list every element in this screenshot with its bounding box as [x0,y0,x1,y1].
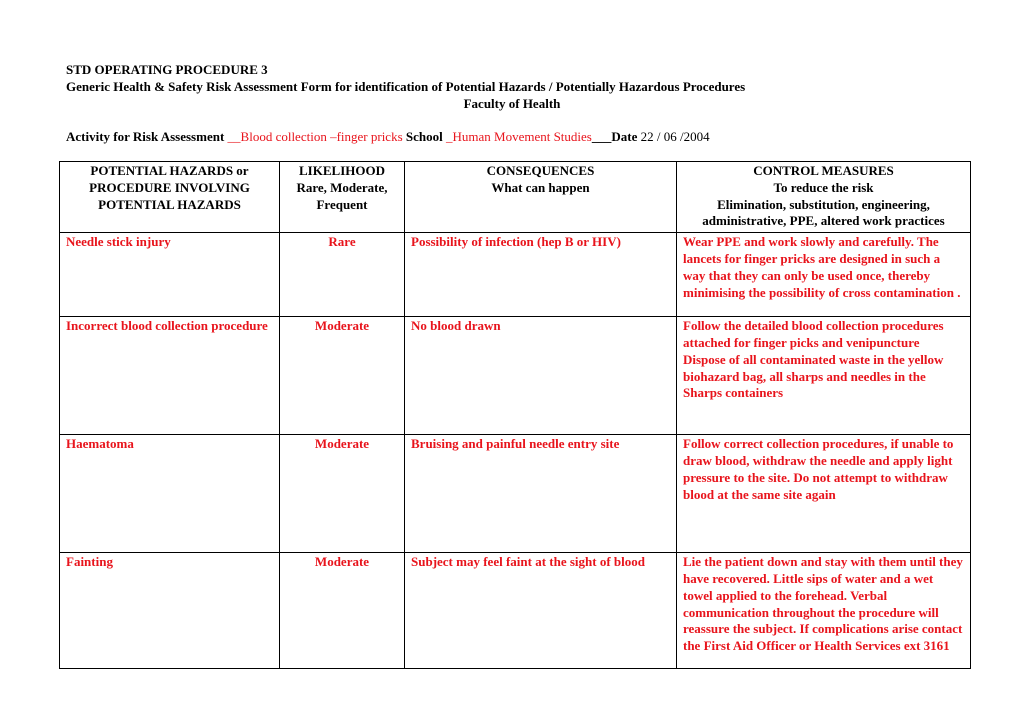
form-title: Generic Health & Safety Risk Assessment Form for identification of Potential Hazards / Potentially Hazardous Procedures [66,79,746,94]
control-cell: Lie the patient down and stay with them until they have recovered. Little sips of water and a wet towel applied to the forehead. Verbal communication throughout the procedure will reassure the subject. If complications arise contact the First Aid Officer or Health Services ext 3161 [677,553,971,669]
likelihood-cell: Rare [280,233,405,317]
header-consequences: CONSEQUENCES What can happen [405,162,677,233]
hazard-cell: Needle stick injury [60,233,280,317]
table-row [60,553,971,669]
activity-line [66,129,710,145]
activity-label: Activity for Risk Assessment [66,129,228,144]
header-hazard: POTENTIAL HAZARDS or PROCEDURE INVOLVING POTENTIAL HAZARDS [60,162,280,233]
likelihood-cell: Moderate [280,317,405,435]
control-cell [677,317,971,435]
likelihood-cell: Moderate [280,553,405,669]
control-cell: Follow correct collection procedures, if unable to draw blood, withdraw the needle and apply light pressure to the site. Do not attempt to withdraw blood at the same site again [677,435,971,553]
faculty-name: Faculty of Health [463,96,561,111]
table-row [60,233,971,317]
risk-assessment-table [59,161,971,669]
control-cell: Wear PPE and work slowly and carefully. The lancets for finger pricks are designed in such a way that they can only be used once, thereby minimising the possibility of cross contamination . [677,233,971,317]
activity-value: __Blood collection –finger pricks [227,129,403,144]
control-text: Follow the detailed blood collection procedures attached for finger picks and venipuncture [683,318,944,350]
date-value: 22 / 06 /2004 [640,129,710,144]
school-label: School [402,129,446,144]
consequence-cell: Subject may feel faint at the sight of blood [405,553,677,669]
table-header-row [60,162,971,233]
hazard-cell: Fainting [60,553,280,669]
hazard-cell: Incorrect blood collection procedure [60,317,280,435]
table-row [60,435,971,553]
consequence-cell: Bruising and painful needle entry site [405,435,677,553]
date-label: Date [611,129,641,144]
school-trail: ___ [591,129,612,144]
consequence-cell: No blood drawn [405,317,677,435]
hazard-cell: Haematoma [60,435,280,553]
header-likelihood: LIKELIHOOD Rare, Moderate, Frequent [280,162,405,233]
school-value: _Human Movement Studies [445,129,592,144]
procedure-title: STD OPERATING PROCEDURE 3 [66,62,268,77]
table-row [60,317,971,435]
control-text-2: Dispose of all contaminated waste in the yellow biohazard bag, all sharps and needles in the Sharps containers [683,351,944,401]
header-controls: CONTROL MEASURES To reduce the risk Elimination, substitution, engineering, administrative, PPE, altered work practices [677,162,971,233]
consequence-cell: Possibility of infection (hep B or HIV) [405,233,677,317]
likelihood-cell: Moderate [280,435,405,553]
